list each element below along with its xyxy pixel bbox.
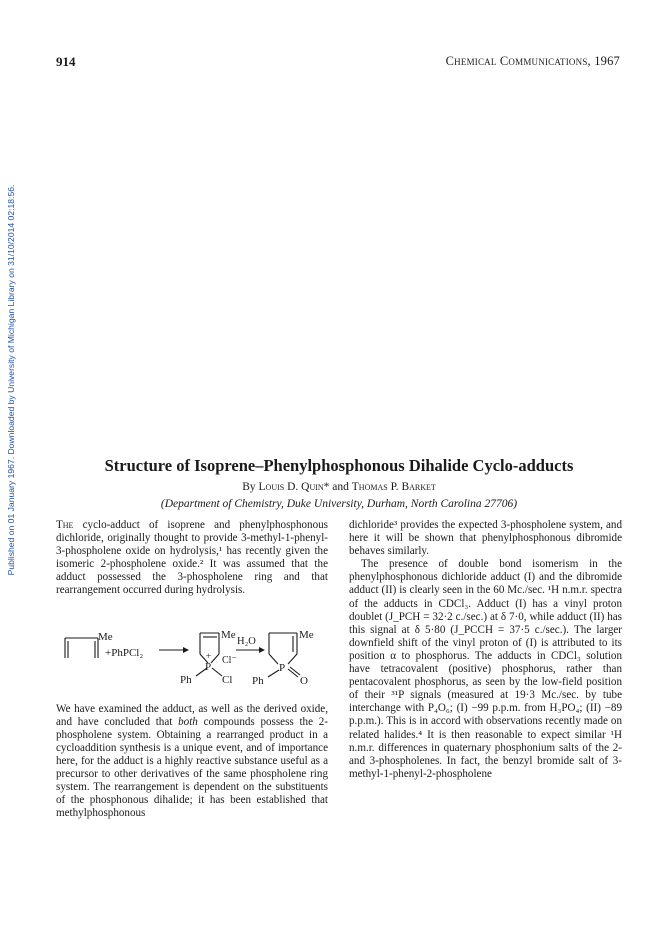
oxide-phosphorus-label: P <box>279 661 286 674</box>
left-paragraph-2-a: We have examined the adduct, as well as the derived oxide, and have concluded that <box>56 702 328 728</box>
left-paragraph-2 <box>56 703 328 821</box>
left-paragraph-2-b: compounds possess the 2-phospholene system. Obtaining a rearranged product in a cycloaddition synthesis is a unique event, and of importance here, for the adduct is a highly reactive substance useful as a precursor to other derivatives of the same phospholene ring system. The rearrangement is dependent on the substituents of the phosphonous dihalide; it has been established that methylphosphonous <box>56 715 328 820</box>
adduct-chlorine-label: Cl <box>222 673 233 686</box>
byline-and: and <box>332 481 349 493</box>
adduct-phenyl-label: Ph <box>180 673 192 686</box>
phosphonium-plus: + <box>206 650 212 661</box>
journal-header: Chemical Communications, 1967 <box>445 54 620 68</box>
page-number: 914 <box>56 54 76 69</box>
right-column <box>349 519 622 781</box>
adduct-phosphorus-label: P <box>205 660 212 673</box>
isoprene-structure <box>65 638 98 658</box>
isoprene-methyl-label: Me <box>98 630 113 643</box>
right-paragraph-2: The presence of double bond isomerism in the phenylphosphonous dichloride adduct (I) and the dibromide adduct (II) is clearly seen in the 60 Mc./sec. ¹H n.m.r. spectra of the adducts in CDCl₃. Adduct (I) has a vinyl proton doublet (J_PCH = 32·2 c./sec.) at δ 7·0, while adduct (II) has this signal at δ 5·80 (J_PCCH = 37·5 c./sec.). The larger downfield shift of the vinyl proton of (I) is attributed to its position α to phosphorus. The adducts in CDCl₃ solution have tetracovalent (positive) phosphorus, rather than pentacovalent phosphorus, as seen by the low-field position of their ³¹P signals (measured at 19·3 Mc./sec. by tube interchange with P₄O₆; (I) −99 p.p.m. from H₃PO₄; (II) −89 p.p.m.). This is in accord with observations recently made on related halides.⁴ It is then reasonable to expect similar ¹H n.m.r. differences in quaternary phosphonium salts of the 2- and 3-phospholenes. In fact, the benzyl bromide salt of 3-methyl-1-phenyl-2-phospholene <box>349 558 622 780</box>
oxide-methyl-label: Me <box>299 628 314 641</box>
author-1: Louis D. Quin* <box>258 481 330 493</box>
left-column <box>56 519 328 820</box>
reaction-arrow-1 <box>159 647 189 653</box>
download-sidebar <box>3 130 19 630</box>
byline-prefix: By <box>242 481 256 493</box>
chloride-ion-label: Cl⁻ <box>222 654 237 666</box>
lead-word: The <box>56 519 74 531</box>
reagent-label: +PhPCl₂ <box>105 646 144 659</box>
author-2: Thomas P. Barket <box>351 481 436 493</box>
adduct-methyl-label: Me <box>221 628 236 641</box>
left-paragraph-1 <box>56 519 328 598</box>
byline <box>56 481 622 493</box>
download-notice[interactable]: Published on 01 January 1967. Downloaded by University of Michigan Library on 31/10/2014 02:18:56. <box>6 184 16 576</box>
reaction-scheme-drawing <box>56 598 328 703</box>
oxide-phenyl-label: Ph <box>252 674 264 687</box>
article-title: Structure of Isoprene–Phenylphosphonous Dihalide Cyclo-adducts <box>104 456 574 475</box>
oxide-oxygen-label: O <box>300 674 308 687</box>
reaction-arrow-2 <box>236 647 265 653</box>
affiliation: (Department of Chemistry, Duke University, Durham, North Carolina 27706) <box>160 498 518 510</box>
reaction-scheme <box>56 598 328 703</box>
left-paragraph-1-text: cyclo-adduct of isoprene and phenylphosphonous dichloride, originally thought to provide 3-methyl-1-phenyl-3-phospholene oxide on hydrolysis,¹ has recently given the isomeric 2-phospholene oxide.² It was assumed that the adduct possessed the 3-phospholene ring and that rearrangement occurred during hydrolysis. <box>56 519 328 597</box>
water-label: H₂O <box>237 635 256 647</box>
emphasis-both: both <box>178 715 198 728</box>
right-paragraph-1: dichloride³ provides the expected 3-phospholene system, and here it will be shown that phenylphosphonous dibromide behaves similarly. <box>349 519 622 558</box>
